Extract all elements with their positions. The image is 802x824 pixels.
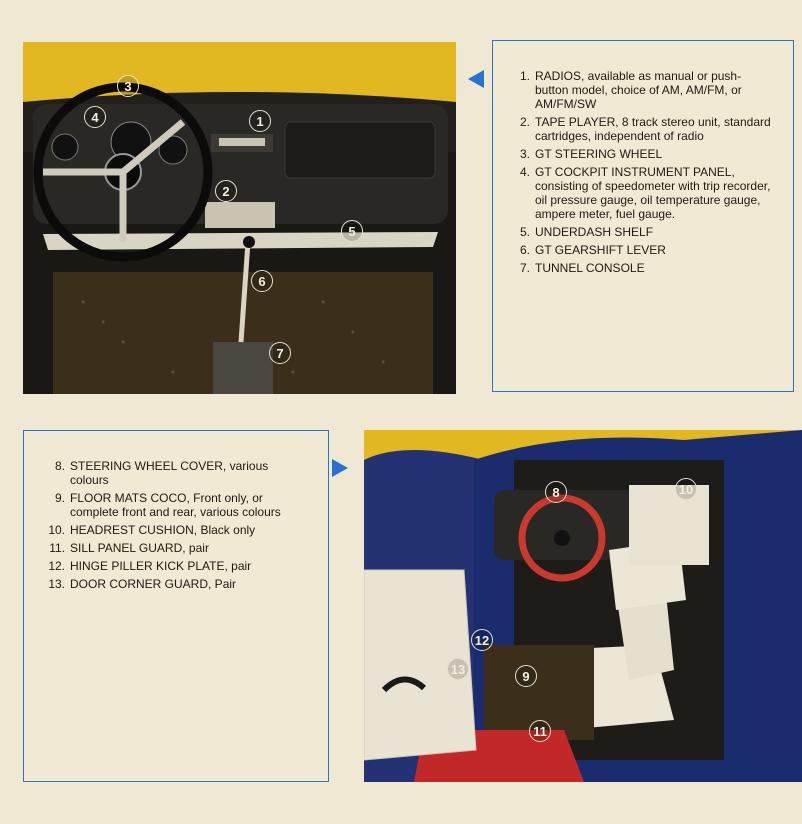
list-item [49,541,308,555]
list-item [519,243,773,257]
item-name: FLOOR MATS COCO [70,491,187,505]
item-name: TUNNEL CONSOLE [535,261,645,275]
item-name: GT COCKPIT INSTRUMENT PANEL [535,165,732,179]
list-item [519,147,773,161]
item-number: 9. [54,491,65,505]
item-name: HEADREST CUSHION [70,523,194,537]
item-number: 8. [54,459,65,473]
pointer-arrow-left [468,70,484,88]
bottom-item-list-panel [23,430,329,782]
marker-label: 8 [552,484,560,500]
marker-label: 11 [533,723,547,739]
callout-marker-9 [515,665,537,687]
item-number: 3. [519,147,530,161]
list-item [519,69,773,111]
callout-marker-13 [447,658,469,680]
item-description: , Front only, or complete front and rear, various colours [70,491,281,519]
item-description: , various colours [70,459,269,487]
list-item [48,559,308,573]
item-name: DOOR CORNER GUARD [70,577,209,591]
item-name: HINGE PILLER KICK PLATE [70,559,225,573]
callout-marker-1 [249,110,271,132]
item-name: GT STEERING WHEEL [535,147,663,161]
item-number: 1. [519,69,530,83]
list-item [48,577,308,591]
top-item-list [519,69,773,279]
list-item [519,165,773,221]
item-name: RADIOS [535,69,582,83]
list-item [54,459,308,487]
item-number: 12. [48,559,65,573]
marker-label: 7 [276,345,284,361]
marker-label: 12 [474,632,490,648]
list-item [519,261,773,275]
pointer-arrow-right [332,459,348,477]
callout-marker-12 [471,629,493,651]
marker-label: 1 [256,113,264,129]
callout-marker-5 [341,220,363,242]
marker-label: 2 [222,183,230,199]
item-name: UNDERDASH SHELF [535,225,654,239]
callout-marker-3 [117,75,139,97]
item-description: , pair [224,559,252,573]
item-name: GT GEARSHIFT LEVER [535,243,666,257]
item-number: 13. [48,577,65,591]
callout-marker-10 [675,478,697,500]
marker-label: 10 [678,481,694,497]
item-description: , 8 track stereo unit, standard cartridges, independent of radio [535,115,771,143]
list-item [519,115,773,143]
door-interior-photo [364,430,802,782]
item-name: TAPE PLAYER [535,115,616,129]
item-description: , Black only [193,523,256,537]
callout-marker-2 [215,180,237,202]
list-item [54,491,308,519]
item-number: 5. [519,225,530,239]
item-description: , pair [182,541,209,555]
item-number: 10. [48,523,65,537]
item-description: , consisting of speedometer with trip recorder, oil pressure gauge, oil temperature gauge, ampere meter, fuel gauge. [535,165,771,221]
callout-marker-11 [529,720,551,742]
callout-marker-8 [545,481,567,503]
marker-label: 6 [258,273,266,289]
callout-marker-6 [251,270,273,292]
callout-marker-4 [84,106,106,128]
item-name: STEERING WHEEL COVER [70,459,223,473]
marker-label: 3 [124,78,132,94]
dashboard-photo [23,42,456,394]
bottom-item-list [48,459,308,595]
marker-label: 4 [91,109,99,125]
item-name: SILL PANEL GUARD [70,541,183,555]
item-number: 7. [519,261,530,275]
marker-label: 9 [522,668,530,684]
top-item-list-panel [492,40,794,392]
item-description: , Pair [208,577,237,591]
item-number: 6. [519,243,530,257]
item-description: , available as manual or push-button model, choice of AM, AM/FM, or AM/FM/SW [535,69,742,111]
marker-label: 5 [348,223,356,239]
callout-marker-7 [269,342,291,364]
list-item [48,523,308,537]
list-item [519,225,773,239]
item-number: 11. [49,541,65,555]
marker-label: 13 [450,661,466,677]
item-number: 2. [519,115,530,129]
item-number: 4. [519,165,530,179]
